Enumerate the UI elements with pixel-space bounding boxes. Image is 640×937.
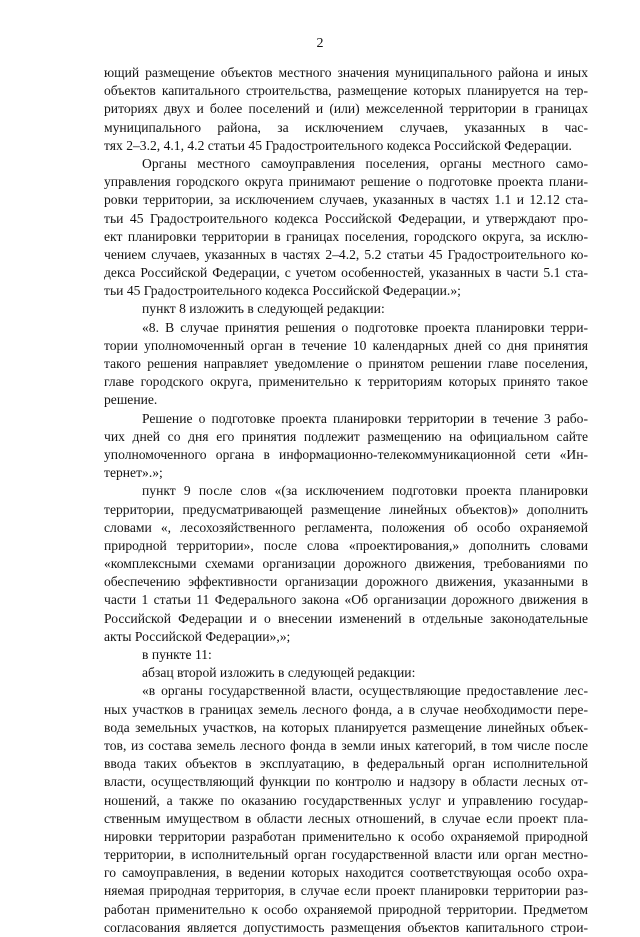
text-line: решение. <box>104 392 158 408</box>
text-line: абзац второй изложить в следующей редакции: <box>142 665 416 681</box>
text-line: словами «, лесохозяйственного регламента, положения об особо охраняемой <box>104 519 588 535</box>
text-line: ект планировки территории в границах поселения, городского округа, за исклю- <box>104 228 588 244</box>
text-line: обеспечению эффективности организации дорожного движения, указанными в <box>104 574 588 590</box>
text-line: территории, в исполнительный орган государственной власти или орган местно- <box>104 847 588 863</box>
text-line: территории, предусматривающей размещение линейных объектов)» дополнить <box>104 501 588 517</box>
text-line: части 1 статьи 11 Федерального закона «Об организации дорожного движения в <box>104 592 588 608</box>
text-line: ровки территории, за исключением случаев, указанных в частях 1.1 и 12.12 ста- <box>104 192 588 208</box>
text-line: акты Российской Федерации»,»; <box>104 628 291 644</box>
text-line: Решение о подготовке проекта планировки территории в течение 3 рабо- <box>142 410 588 426</box>
text-line: «в органы государственной власти, осуществляющие предоставление лес- <box>142 683 588 699</box>
text-line: тернет».»; <box>104 465 163 481</box>
text-line: пункт 8 изложить в следующей редакции: <box>142 301 385 317</box>
text-line: объектов капитального строительства, размещение которых планируется на тер- <box>104 83 588 99</box>
text-line: вода земельных участков, на которых планируется размещение линейных объек- <box>104 719 588 735</box>
text-line: тях 2–3.2, 4.1, 4.2 статьи 45 Градостроительного кодекса Российской Федерации. <box>104 137 572 153</box>
text-line: уполномоченного органа в информационно-телекоммуникационной сети «Ин- <box>104 446 588 462</box>
text-line: тьи 45 Градостроительного кодекса Российской Федерации.»; <box>104 283 461 299</box>
text-line: «комплексными схемами организации дорожного движения, требованиями по <box>104 556 588 572</box>
text-line: Органы местного самоуправления поселения, органы местного само- <box>142 155 588 171</box>
text-line: тьи 45 Градостроительного кодекса Российской Федерации, и утверждают про- <box>104 210 588 226</box>
text-line: власти, осуществляющий функции по контролю и надзору в области лесных от- <box>104 774 588 790</box>
text-line: ных участков в границах земель лесного фонда, а в случае необходимости пере- <box>104 701 588 717</box>
text-line: главе городского округа, применительно к территориям которых принято такое <box>104 374 588 390</box>
document-body <box>104 64 588 937</box>
text-line: муниципального района, за исключением случаев, указанных в час- <box>104 119 588 135</box>
text-line: тов, из состава земель лесного фонда в земли иных категорий, в том числе после <box>104 737 588 753</box>
text-line: пункт 9 после слов «(за исключением подготовки проекта планировки <box>142 483 588 499</box>
text-line: управления городского округа принимают решение о подготовке проекта плани- <box>104 174 588 190</box>
text-line: декса Российской Федерации, с учетом особенностей, указанных в части 5.1 ста- <box>104 265 588 281</box>
text-line: работан применительно к особо охраняемой природной территории. Предметом <box>104 901 588 917</box>
text-line: ношений, а также по оказанию государственных услуг и управлению государ- <box>104 792 588 808</box>
text-line: тории уполномоченный орган в течение 10 календарных дней со дня принятия <box>104 337 588 353</box>
text-line: го самоуправления, в ведении которых находится соответствующая особо охра- <box>104 865 588 881</box>
text-line: риториях двух и более поселений и (или) межселенной территории в границах <box>104 101 588 117</box>
text-line: такого решения направляет уведомление о принятом решении главе поселения, <box>104 356 588 371</box>
text-line: природной территории», после слова «проектирования,» дополнить словами <box>104 537 588 553</box>
text-line: «8. В случае принятия решения о подготовке проекта планировки терри- <box>142 319 588 335</box>
page-number: 2 <box>316 36 324 51</box>
text-line: няемая природная территория, в случае если проект планировки территории раз- <box>104 883 588 899</box>
text-line: ющий размещение объектов местного значения муниципального района и иных <box>104 65 588 80</box>
text-line: чением случаев, указанных в частях 2–4.2, 5.2 статьи 45 Градостроительного ко- <box>104 246 588 262</box>
text-line: ввода таких объектов в эксплуатацию, в федеральный орган исполнительной <box>104 756 588 772</box>
text-line: ственным имуществом в области лесных отношений, в случае если проект пла- <box>104 810 588 826</box>
text-line: согласования является допустимость размещения объектов капитального строи- <box>104 919 588 935</box>
text-line: в пункте 11: <box>142 647 212 662</box>
text-line: Российской Федерации и о внесении изменений в отдельные законодательные <box>104 610 588 626</box>
text-line: чих дней со дня его принятия подлежит размещению на официальном сайте <box>104 428 588 444</box>
text-line: нировки территории разработан применительно к особо охраняемой природной <box>104 828 588 844</box>
